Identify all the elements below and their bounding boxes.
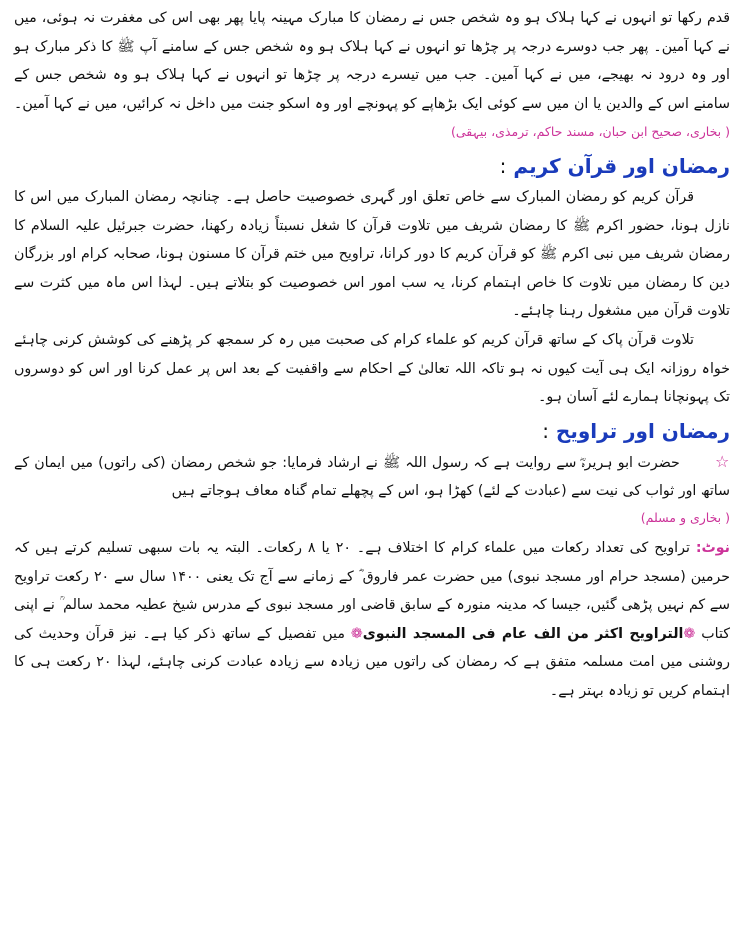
star-icon: ☆ xyxy=(714,451,730,471)
quran-paragraph-1: قرآن کریم کو رمضان المبارک سے خاص تعلق اور گہری خصوصیت حاصل ہے۔ چنانچہ رمضان المبارک میں اس کا نازل ہونا، حضور اکرم ﷺ کا رمضان شریف میں تلاوت قرآن کا شغل نسبتاً زیادہ رکھنا، حضرت جبرئیل علیہ السلام کا رمضان شریف میں نبی اکرم ﷺ کو قرآن کریم کا دور کرانا، تراویح میں ختم قرآن کا مسنون ہونا، صحابہ کرام اور بزرگان دین کا رمضان میں تلاوت کا خاص اہتمام کرنا، یہ سب امور اس خصوصیت کو بتلاتے ہیں۔ لہذا اس ماہ میں کثرت سے تلاوت قرآن میں مشغول رہنا چاہئے۔ xyxy=(14,188,730,320)
note-text-part2: میں تفصیل کے ساتھ ذکر کیا ہے۔ نیز قرآن وحدیث کی روشنی میں امت مسلمہ متفق ہے کہ رمضان کی راتوں میں زیادہ سے زیادہ عبادت کرنی چاہئے، لہذا ۲۰ رکعت ہی کا اہتمام کریں تو زیادہ بہتر ہے۔ xyxy=(14,625,730,699)
section-heading-ramadan-taraweeh xyxy=(14,414,730,448)
book-title: التراویح اکثر من الف عام فی المسجد النبوی xyxy=(362,625,684,642)
hadith-reference: ( بخاری و مسلم) xyxy=(640,509,730,525)
note-paragraph xyxy=(14,534,730,706)
heading-colon: : xyxy=(542,418,549,443)
heading-text: رمضان اور قرآن کریم xyxy=(513,153,730,178)
intro-text: قدم رکھا تو انہوں نے کہا ہلاک ہو وہ شخص جس نے رمضان کا مبارک مہینہ پایا پھر بھی اس کی مغفرت نہ ہوئی، میں نے کہا آمین۔ پھر جب دوسرے درجہ پر چڑھا تو انہوں نے کہا ہلاک ہو وہ شخص جس کے سامنے آپ ﷺ کا ذکر مبارک ہو اور وہ درود نہ بھیجے، میں نے کہا آمین۔ جب میں تیسرے درجہ پر چڑھا تو انہوں نے کہا ہلاک ہو وہ شخص جس کے سامنے اس کے والدین یا ان میں سے کوئی ایک بڑھاپے کو پہونچے اور وہ اسکو جنت میں داخل نہ کرائیں، میں نے کہا آمین۔ xyxy=(14,10,730,112)
note-text-part1: تراویح کی تعداد رکعات میں علماء کرام کا اختلاف ہے۔ ۲۰ یا ۸ رکعات۔ البتہ یہ بات سبھی تسلیم کرتے ہیں کہ حرمین (مسجد حرام اور مسجد نبوی) میں حضرت عمر فاروق ؓ کے زمانے سے آج تک یعنی ۱۴۰۰ سال سے ۲۰ رکعت تراویح سے کم نہیں پڑھی گئیں، جیسا کہ مدینہ منورہ کے سابق قاضی اور مسجد نبوی کے مدرس شیخ عطیہ محمد سالم ؒ نے اپنی کتاب xyxy=(14,539,731,642)
hadith-text: حضرت ابو ہریرہؓ سے روایت ہے کہ رسول اللہ ﷺ نے ارشاد فرمایا: جو شخص رمضان (کی راتوں) میں ایمان کے ساتھ اور ثواب کی نیت سے (عبادت کے لئے) کھڑا ہو، اس کے پچھلے تمام گناہ معاف ہوجاتے ہیں xyxy=(14,454,730,500)
hadith-reference-line xyxy=(14,506,730,530)
section-heading-ramadan-quran xyxy=(14,149,730,183)
quran-paragraph-2: تلاوت قرآن پاک کے ساتھ قرآن کریم کو علماء کرام کی صحبت میں رہ کر سمجھ کر پڑھنے کی کوشش کرنی چاہئے خواہ روزانہ ایک ہی آیت کیوں نہ ہو تاکہ اللہ تعالیٰ کے احکام سے واقفیت کے بعد اس پر عمل کرنا اور اس کو دوسروں تک پہونچانا ہمارے لئے آسان ہو۔ xyxy=(14,331,730,406)
intro-paragraph xyxy=(14,4,730,147)
hadith-paragraph xyxy=(14,448,730,506)
intro-reference: ( بخاری، صحیح ابن حبان، مسند حاکم، ترمذی، بیہقی) xyxy=(450,124,730,140)
flower-icon: ❁ xyxy=(350,625,363,642)
heading-text: رمضان اور تراویح xyxy=(555,418,730,443)
flower-icon: ❁ xyxy=(683,625,696,642)
heading-colon: : xyxy=(499,153,507,178)
note-label: نوٹ: xyxy=(695,539,730,556)
